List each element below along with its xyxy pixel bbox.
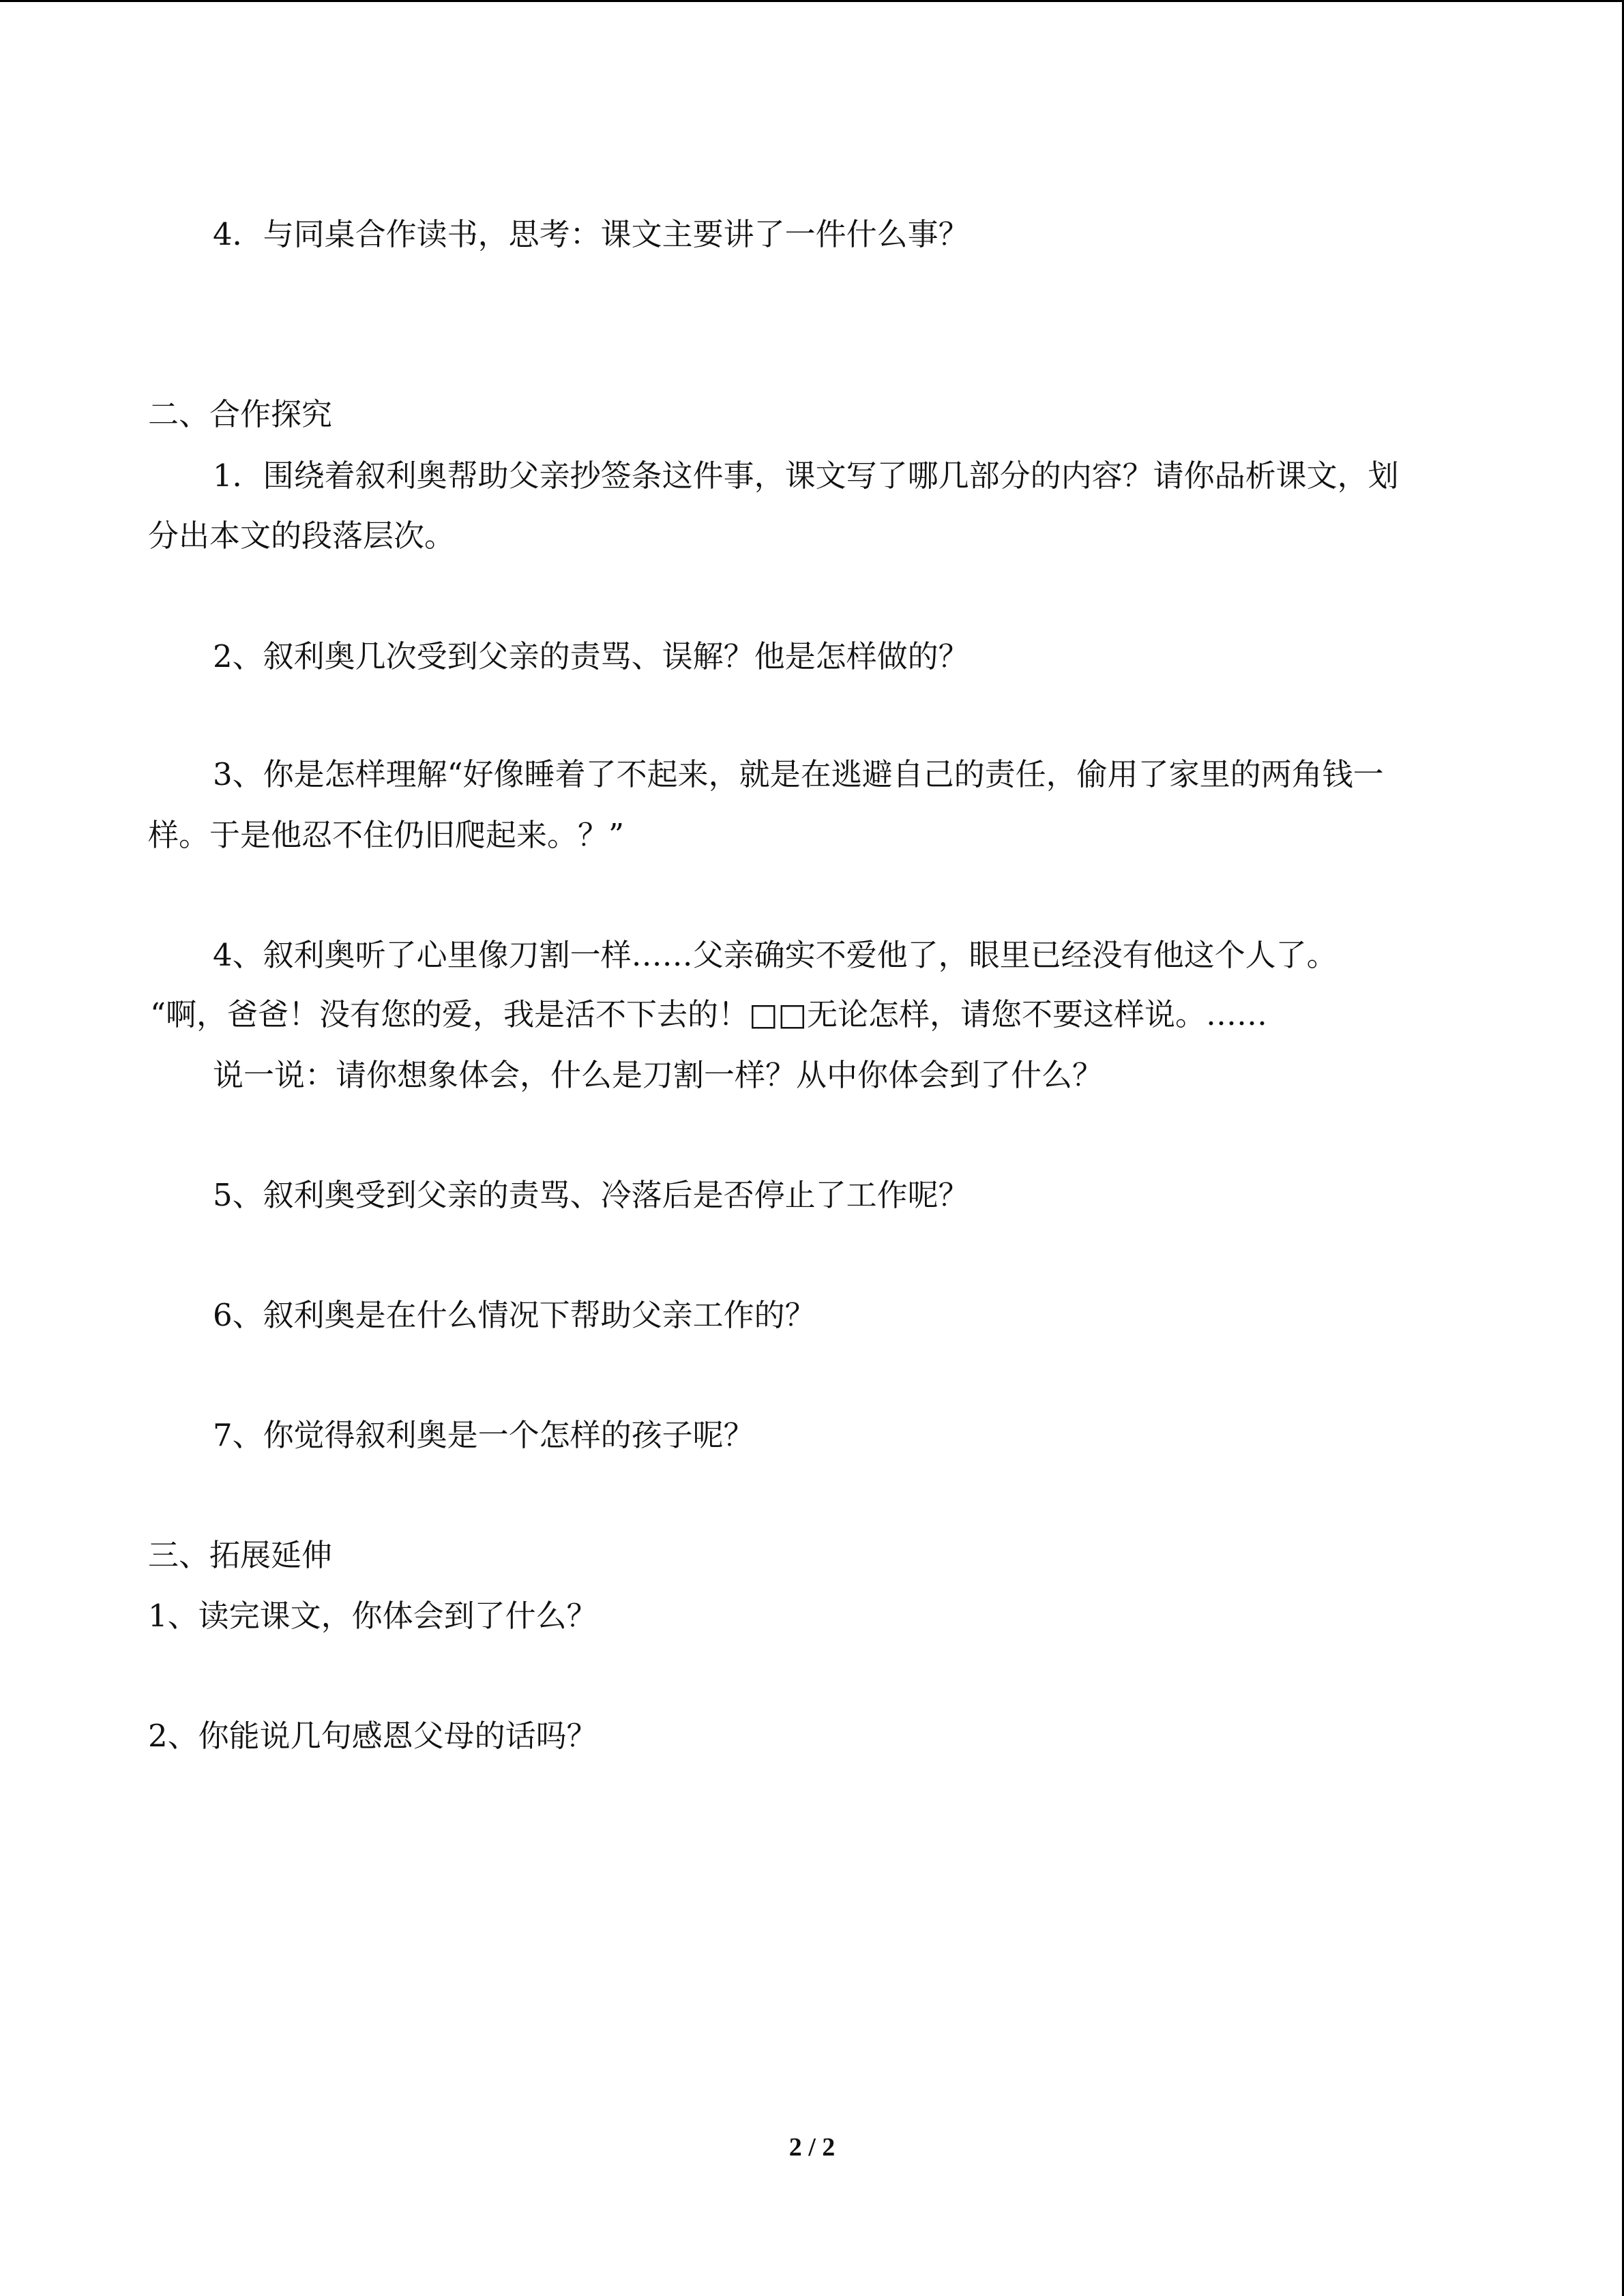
section-2-heading: 二、合作探究 [148,396,333,432]
page-number: 2 / 2 [788,2133,836,2162]
question-2-6: 6、叙利奥是在什么情况下帮助父亲工作的？ [213,1297,816,1333]
intro-item-4: 4．与同桌合作读书，思考：课文主要讲了一件什么事？ [213,216,969,252]
section-3-heading: 三、拓展延伸 [148,1537,333,1573]
question-2-3-line-2: 样。于是他忍不住仍旧爬起来。？” [148,817,625,853]
question-2-2: 2、叙利奥几次受到父亲的责骂、误解？他是怎样做的？ [213,638,969,674]
question-2-7: 7、你觉得叙利奥是一个怎样的孩子呢？ [213,1417,754,1453]
question-2-4-quote: “啊，爸爸！没有您的爱，我是活不下去的！□□无论怎样，请您不要这样说。…… [150,996,1268,1032]
question-2-1-line-2: 分出本文的段落层次。 [148,518,456,554]
question-2-4-line-1: 4、叙利奥听了心里像刀割一样……父亲确实不爱他了，眼里已经没有他这个人了。 [213,937,1338,973]
question-2-4-prompt: 说一说：请你想象体会，什么是刀割一样？从中你体会到了什么？ [213,1057,1104,1093]
question-3-2: 2、你能说几句感恩父母的话吗？ [148,1718,597,1754]
question-2-1-line-1: 1．围绕着叙利奥帮助父亲抄签条这件事，课文写了哪几部分的内容？请你品析课文，划 [213,458,1399,494]
question-2-3-line-1: 3、你是怎样理解“好像睡着了不起来，就是在逃避自己的责任，偷用了家里的两角钱一 [213,756,1384,792]
question-2-5: 5、叙利奥受到父亲的责骂、冷落后是否停止了工作呢？ [213,1177,969,1213]
question-3-1: 1、读完课文，你体会到了什么？ [148,1598,597,1634]
